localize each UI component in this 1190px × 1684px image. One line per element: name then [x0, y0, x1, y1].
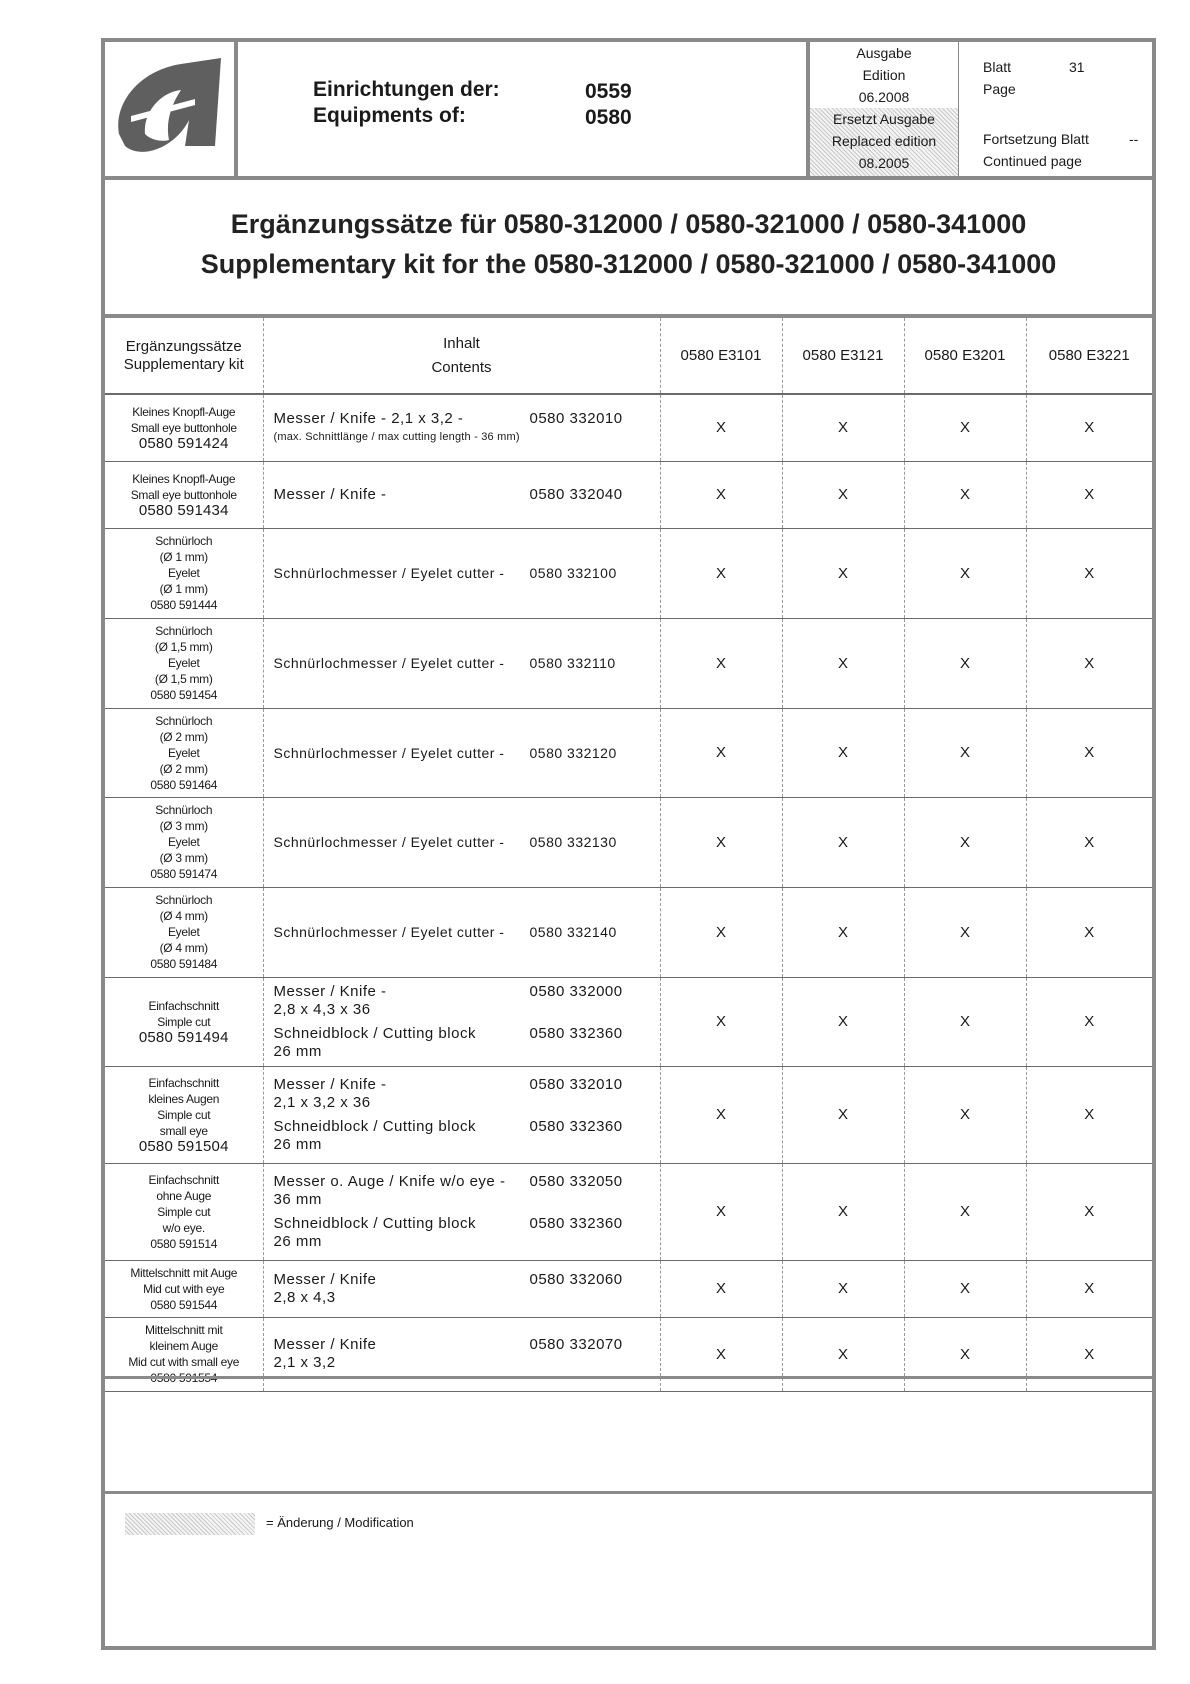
- kit-name-line: Kleines Knopfl-Auge: [132, 471, 236, 486]
- contents-line: [274, 1025, 660, 1043]
- modification-swatch: [125, 1513, 255, 1535]
- compatibility-mark: X: [660, 977, 782, 1066]
- compatibility-mark: X: [660, 394, 782, 461]
- part-number: 0580 332100: [529, 565, 617, 581]
- replaced-date: 08.2005: [858, 155, 910, 171]
- table-row: [105, 394, 1152, 461]
- table-row: [105, 1066, 1152, 1163]
- contents-dimension: 2,8 x 4,3: [273, 1288, 336, 1306]
- contents-text: Messer / Knife: [273, 1270, 377, 1288]
- kit-name-line: Mid cut with small eye: [128, 1355, 240, 1369]
- contents-line: [274, 1076, 660, 1094]
- contents-cell: [263, 1163, 660, 1260]
- part-number: 0580 332070: [529, 1336, 623, 1353]
- compatibility-mark: X: [904, 977, 1026, 1066]
- kit-name-line: Eyelet: [167, 925, 200, 939]
- part-number: 0580 332120: [529, 744, 617, 761]
- compatibility-mark: X: [1026, 528, 1152, 618]
- contents-line: [274, 983, 660, 1001]
- kit-name-line: Einfachschnitt: [148, 1075, 219, 1090]
- kit-name-line: Eyelet: [167, 745, 200, 760]
- continuation-label-de: Fortsetzung Blatt: [983, 131, 1089, 147]
- kit-number: 0580 591464: [150, 777, 218, 792]
- kit-cell: [105, 394, 263, 461]
- table-row: [105, 528, 1152, 618]
- kit-header: [105, 318, 263, 394]
- part-number: 0580 332050: [529, 1172, 623, 1190]
- contents-text: Schnürlochmesser / Eyelet cutter -: [273, 744, 505, 761]
- kit-name-line: Mittelschnitt mit Auge: [130, 1265, 238, 1280]
- page-info-cell: [959, 42, 1152, 176]
- compatibility-mark: X: [782, 887, 904, 977]
- continuation-label-en: Continued page: [983, 153, 1082, 169]
- kit-name-line: (Ø 2 mm): [159, 761, 208, 776]
- contents-line: [274, 833, 660, 851]
- equipment-number-1: 0559: [585, 80, 632, 103]
- kit-name-line: Schnürloch: [155, 624, 213, 638]
- contents-text: Schneidblock / Cutting block: [273, 1117, 476, 1135]
- contents-cell: [263, 618, 660, 708]
- contents-dimension: 26 mm: [273, 1232, 322, 1250]
- edition-label-de: Ausgabe: [856, 45, 912, 61]
- contents-line: [274, 486, 660, 504]
- kit-number: 0580 591484: [150, 957, 218, 971]
- compatibility-mark: X: [1026, 394, 1152, 461]
- compatibility-mark: X: [660, 887, 782, 977]
- contents-cell: [263, 708, 660, 797]
- table-row: [105, 1163, 1152, 1260]
- contents-cell: [263, 977, 660, 1066]
- kit-name-line: ohne Auge: [156, 1188, 212, 1203]
- kit-name-line: kleinem Auge: [149, 1339, 218, 1353]
- page-frame: [101, 38, 1156, 1650]
- compatibility-mark: X: [660, 1163, 782, 1260]
- part-number: 0580 332110: [529, 655, 616, 671]
- legend-footer: [105, 1493, 1152, 1553]
- contents-note: (max. Schnittlänge / max cutting length - 36 mm): [273, 430, 520, 443]
- edition-label-en: Edition: [862, 67, 906, 83]
- compatibility-mark: X: [782, 708, 904, 797]
- kit-cell: [105, 887, 263, 977]
- compatibility-mark: X: [904, 887, 1026, 977]
- contents-cell: [263, 797, 660, 887]
- compatibility-mark: X: [1026, 1066, 1152, 1163]
- kit-name-line: (Ø 1 mm): [159, 550, 208, 564]
- column-header: 0580 E3221: [1026, 318, 1152, 394]
- edition-cell: [806, 42, 959, 176]
- contents-cell: [263, 461, 660, 528]
- compatibility-mark: X: [782, 461, 904, 528]
- edition-block: [810, 42, 958, 108]
- contents-text: Messer / Knife: [273, 1336, 377, 1353]
- kit-name-line: Schnürloch: [155, 713, 213, 728]
- legend-text: = Änderung / Modification: [266, 1515, 414, 1530]
- logo-cell: [105, 42, 238, 176]
- kit-name-line: (Ø 3 mm): [159, 851, 208, 865]
- compatibility-mark: X: [660, 1260, 782, 1317]
- kit-number: 0580 591554: [150, 1371, 218, 1385]
- table-row: [105, 977, 1152, 1066]
- part-number: 0580 332040: [529, 485, 623, 503]
- kit-number: 0580 591454: [150, 688, 218, 702]
- kit-number: 0580 591474: [150, 867, 218, 881]
- kit-name-line: Schnürloch: [155, 803, 213, 817]
- kit-name-line: (Ø 1,5 mm): [154, 640, 213, 654]
- kit-name-line: Simple cut: [157, 1107, 211, 1122]
- compatibility-mark: X: [782, 528, 904, 618]
- kit-cell: [105, 797, 263, 887]
- compatibility-mark: X: [782, 977, 904, 1066]
- contents-line: [274, 410, 660, 428]
- contents-cell: [263, 1066, 660, 1163]
- kit-cell: [105, 618, 263, 708]
- header: [105, 42, 1152, 180]
- compatibility-mark: X: [1026, 1317, 1152, 1391]
- compatibility-mark: X: [660, 797, 782, 887]
- contents-line: [274, 744, 660, 762]
- kit-name-line: Eyelet: [167, 835, 200, 849]
- contents-dimension: 26 mm: [273, 1135, 322, 1153]
- contents-text: Messer / Knife -: [273, 982, 387, 1000]
- contents-dimension: 2,8 x 4,3 x 36: [273, 1000, 371, 1018]
- kit-name-line: (Ø 1,5 mm): [154, 672, 213, 686]
- part-number: 0580 332360: [529, 1117, 623, 1135]
- compatibility-mark: X: [1026, 618, 1152, 708]
- compatibility-mark: X: [660, 708, 782, 797]
- contents-text: Schneidblock / Cutting block: [273, 1024, 476, 1042]
- kit-name-line: Schnürloch: [155, 893, 213, 907]
- table-row: [105, 708, 1152, 797]
- contents-dimension: 26 mm: [273, 1042, 322, 1060]
- compatibility-mark: X: [1026, 1260, 1152, 1317]
- table-row: [105, 887, 1152, 977]
- compatibility-mark: X: [904, 1066, 1026, 1163]
- part-number: 0580 332010: [529, 1075, 623, 1093]
- kit-table: [105, 318, 1152, 1392]
- kit-cell: [105, 1260, 263, 1317]
- replaced-label-en: Replaced edition: [831, 133, 937, 149]
- contents-line: [274, 564, 660, 582]
- contents-text: Messer / Knife -: [273, 1075, 387, 1093]
- sheet-label-de: Blatt: [983, 59, 1012, 75]
- table-row: [105, 797, 1152, 887]
- contents-line: [274, 1173, 660, 1191]
- contents-cell: [263, 394, 660, 461]
- kit-name-line: small eye: [159, 1123, 208, 1138]
- compatibility-mark: X: [904, 394, 1026, 461]
- compatibility-mark: X: [660, 618, 782, 708]
- contents-cell: [263, 887, 660, 977]
- kit-name-line: (Ø 2 mm): [159, 729, 208, 744]
- contents-dimension: 36 mm: [273, 1190, 322, 1208]
- contents-cell: [263, 1260, 660, 1317]
- kit-number: 0580 591494: [138, 1028, 229, 1046]
- kit-name-line: Mid cut with eye: [143, 1281, 225, 1296]
- sheet-label-en: Page: [983, 81, 1016, 97]
- kit-name-line: Small eye buttonhole: [130, 420, 237, 435]
- contents-line: [274, 923, 660, 941]
- compatibility-mark: X: [782, 797, 904, 887]
- contents-line: [274, 1336, 660, 1354]
- edition-date: 06.2008: [858, 89, 910, 105]
- compatibility-mark: X: [904, 528, 1026, 618]
- table-row: [105, 461, 1152, 528]
- sheet-number: 31: [1069, 59, 1085, 75]
- part-number: 0580 332060: [529, 1270, 623, 1288]
- replaced-edition-block: [810, 108, 958, 176]
- kit-name-line: Eyelet: [167, 656, 200, 670]
- compatibility-mark: X: [904, 797, 1026, 887]
- compatibility-mark: X: [1026, 797, 1152, 887]
- kit-cell: [105, 1066, 263, 1163]
- kit-name-line: Schnürloch: [155, 534, 213, 548]
- kit-name-line: Small eye buttonhole: [130, 487, 237, 502]
- compatibility-mark: X: [660, 1066, 782, 1163]
- compatibility-mark: X: [1026, 977, 1152, 1066]
- kit-name-line: Kleines Knopfl-Auge: [132, 404, 236, 419]
- compatibility-mark: X: [782, 618, 904, 708]
- kit-name-line: Simple cut: [157, 1204, 211, 1219]
- contents-text: Messer / Knife - 2,1 x 3,2 -: [273, 409, 464, 427]
- kit-header-de: Ergänzungssätze: [125, 337, 242, 355]
- contents-text: Schnürlochmesser / Eyelet cutter -: [273, 924, 505, 940]
- part-number: 0580 332010: [529, 409, 623, 427]
- compatibility-mark: X: [1026, 708, 1152, 797]
- compatibility-mark: X: [782, 1163, 904, 1260]
- remarks-area: [105, 1376, 1152, 1494]
- kit-name-line: Simple cut: [157, 1014, 211, 1029]
- title-de: Ergänzungssätze für 0580-312000 / 0580-321000 / 0580-341000: [230, 209, 1027, 239]
- contents-dimension: 2,1 x 3,2: [273, 1354, 336, 1371]
- kit-name-line: (Ø 4 mm): [159, 941, 208, 955]
- table-header-row: [105, 318, 1152, 394]
- contents-line: [274, 1118, 660, 1136]
- kit-name-line: Eyelet: [167, 566, 200, 580]
- kit-name-line: w/o eye.: [162, 1220, 205, 1235]
- compatibility-mark: X: [782, 394, 904, 461]
- compatibility-mark: X: [904, 1163, 1026, 1260]
- kit-number: 0580 591544: [150, 1297, 218, 1312]
- contents-text: Messer o. Auge / Knife w/o eye -: [273, 1172, 506, 1190]
- compatibility-mark: X: [1026, 461, 1152, 528]
- kit-name-line: (Ø 3 mm): [159, 819, 208, 833]
- contents-dimension: 2,1 x 3,2 x 36: [273, 1093, 371, 1111]
- contents-header: [263, 318, 660, 394]
- contents-line: [274, 654, 660, 672]
- compatibility-mark: X: [904, 461, 1026, 528]
- equipment-label-de: Einrichtungen der:: [313, 78, 500, 101]
- compatibility-mark: X: [782, 1260, 904, 1317]
- title-en: Supplementary kit for the 0580-312000 / 0580-321000 / 0580-341000: [200, 249, 1057, 279]
- part-number: 0580 332000: [529, 982, 623, 1000]
- contents-text: Schneidblock / Cutting block: [273, 1214, 476, 1232]
- compatibility-mark: X: [904, 1260, 1026, 1317]
- compatibility-mark: X: [782, 1317, 904, 1391]
- table-row: [105, 1260, 1152, 1317]
- contents-cell: [263, 528, 660, 618]
- contents-text: Schnürlochmesser / Eyelet cutter -: [273, 565, 505, 581]
- part-number: 0580 332360: [529, 1024, 623, 1042]
- kit-cell: [105, 461, 263, 528]
- contents-header-en: Contents: [431, 358, 492, 376]
- compatibility-mark: X: [660, 461, 782, 528]
- kit-number: 0580 591424: [138, 434, 229, 452]
- kit-name-line: Einfachschnitt: [148, 998, 219, 1013]
- compatibility-mark: X: [660, 1317, 782, 1391]
- contents-text: Schnürlochmesser / Eyelet cutter -: [273, 834, 505, 850]
- contents-text: Schnürlochmesser / Eyelet cutter -: [273, 655, 505, 671]
- kit-number: 0580 591444: [150, 598, 218, 612]
- compatibility-mark: X: [782, 1066, 904, 1163]
- compatibility-mark: X: [904, 708, 1026, 797]
- title-block: [105, 180, 1152, 318]
- kit-cell: [105, 1163, 263, 1260]
- kit-name-line: Einfachschnitt: [148, 1172, 219, 1187]
- kit-name-line: Mittelschnitt mit: [144, 1323, 223, 1337]
- equipment-number-2: 0580: [585, 106, 632, 129]
- kit-cell: [105, 708, 263, 797]
- equipment-cell: [238, 42, 811, 176]
- compatibility-mark: X: [660, 528, 782, 618]
- contents-text: Messer / Knife -: [273, 485, 387, 503]
- table-row: [105, 618, 1152, 708]
- contents-line: [274, 1215, 660, 1233]
- kit-header-en: Supplementary kit: [123, 355, 244, 373]
- kit-number: 0580 591504: [138, 1137, 229, 1155]
- company-logo: [105, 42, 234, 176]
- kit-cell: [105, 977, 263, 1066]
- replaced-label-de: Ersetzt Ausgabe: [833, 111, 935, 127]
- part-number: 0580 332130: [529, 834, 617, 850]
- kit-number: 0580 591514: [150, 1236, 218, 1251]
- compatibility-mark: X: [1026, 887, 1152, 977]
- part-number: 0580 332360: [529, 1214, 623, 1232]
- part-number: 0580 332140: [529, 924, 617, 940]
- column-header: 0580 E3201: [904, 318, 1026, 394]
- continuation-value: --: [1129, 131, 1139, 147]
- kit-cell: [105, 528, 263, 618]
- compatibility-mark: X: [1026, 1163, 1152, 1260]
- equipment-label-en: Equipments of:: [313, 104, 466, 127]
- kit-number: 0580 591434: [138, 501, 229, 519]
- column-header: 0580 E3121: [782, 318, 904, 394]
- compatibility-mark: X: [904, 618, 1026, 708]
- kit-name-line: (Ø 4 mm): [159, 909, 208, 923]
- kit-name-line: kleines Augen: [148, 1091, 220, 1106]
- column-header: 0580 E3101: [660, 318, 782, 394]
- contents-header-de: Inhalt: [443, 334, 480, 352]
- compatibility-mark: X: [904, 1317, 1026, 1391]
- contents-line: [274, 1271, 660, 1289]
- kit-name-line: (Ø 1 mm): [159, 582, 208, 596]
